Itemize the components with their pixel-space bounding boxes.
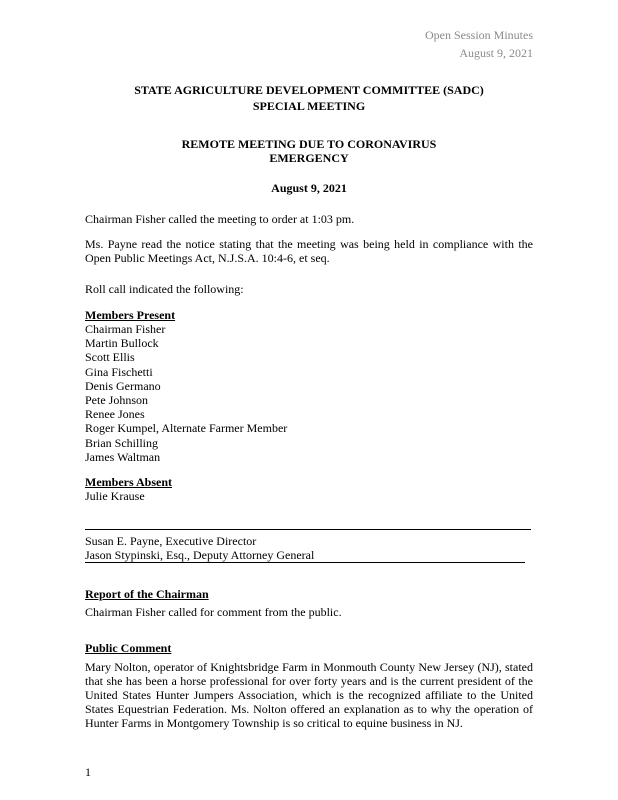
members-present-list	[85, 322, 287, 464]
members-present-heading: Members Present	[85, 308, 176, 322]
staff-list	[85, 534, 314, 562]
list-item: Martin Bullock	[85, 336, 159, 351]
list-item: James Waltman	[85, 449, 161, 464]
divider-bottom	[85, 562, 525, 563]
report-heading: Report of the Chairman	[85, 587, 209, 601]
list-item: Renee Jones	[85, 407, 145, 422]
list-item: Brian Schilling	[85, 435, 158, 450]
list-item: Chairman Fisher	[85, 322, 166, 336]
list-item: Roger Kumpel, Alternate Farmer Member	[85, 421, 288, 436]
public-comment-heading: Public Comment	[85, 641, 172, 655]
list-item: Scott Ellis	[85, 350, 135, 365]
page-number: 1	[85, 765, 91, 779]
remote-notice-line-1: REMOTE MEETING DUE TO CORONAVIRUS	[181, 137, 437, 151]
list-item: Gina Fischetti	[85, 364, 153, 379]
list-item: Pete Johnson	[85, 392, 148, 407]
report-text: Chairman Fisher called for comment from the public.	[85, 605, 342, 619]
roll-call: Roll call indicated the following:	[85, 282, 244, 296]
list-item: Denis Germano	[85, 378, 161, 393]
meeting-type: SPECIAL MEETING	[252, 99, 366, 113]
header-doc-type: Open Session Minutes	[425, 28, 533, 42]
staff-executive-director: Susan E. Payne, Executive Director	[85, 534, 257, 548]
header-date: August 9, 2021	[459, 46, 533, 60]
notice-statement: Ms. Payne read the notice stating that the meeting was being held in compliance with the Open Public Meetings Act, N.J.S.A. 10:4-6, et seq.	[85, 237, 533, 265]
staff-deputy-attorney-general: Jason Stypinski, Esq., Deputy Attorney General	[85, 548, 315, 563]
call-to-order: Chairman Fisher called the meeting to order at 1:03 pm.	[85, 212, 355, 226]
public-comment-text: Mary Nolton, operator of Knightsbridge Farm in Monmouth County New Jersey (NJ), stated that she has been a horse professional for over forty years and is the current president of the United States Hunter Jumpers Association, which is the recognized affiliate to the United States Equestrian Federation. Ms. Nolton offered an explanation as to why the operation of Hunter Farms in Montgomery Township is so critical to equine business in NJ.	[85, 660, 533, 730]
committee-title: STATE AGRICULTURE DEVELOPMENT COMMITTEE (SADC)	[134, 83, 484, 97]
meeting-date: August 9, 2021	[271, 181, 347, 195]
members-absent-list	[85, 489, 145, 503]
members-absent-heading: Members Absent	[85, 475, 172, 489]
list-item: Julie Krause	[85, 489, 145, 503]
remote-notice-line-2: EMERGENCY	[269, 151, 349, 165]
divider-top	[85, 529, 531, 530]
